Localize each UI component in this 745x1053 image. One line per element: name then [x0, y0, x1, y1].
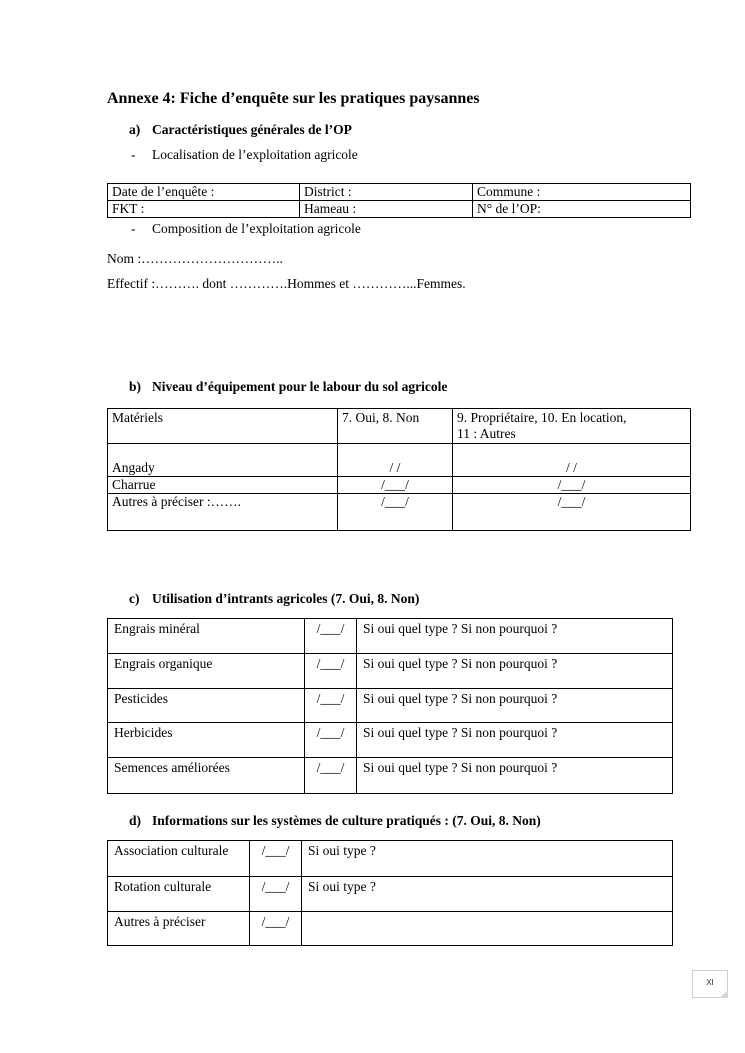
section-a-prefix: a) — [129, 122, 141, 137]
numero-op-cell[interactable]: N° de l’OP: — [473, 201, 691, 218]
bullet-dash: - — [131, 221, 136, 236]
table-row — [108, 444, 691, 477]
header-oui-non: 7. Oui, 8. Non — [338, 409, 453, 444]
header-statut-line1: 9. Propriétaire, 10. En location, — [457, 410, 627, 425]
statut-box[interactable]: / / — [453, 444, 691, 477]
oui-non-box[interactable]: /___/ — [305, 619, 357, 654]
question-cell[interactable]: Si oui quel type ? Si non pourquoi ? — [357, 723, 673, 758]
table-row — [108, 619, 673, 654]
oui-non-box[interactable]: /___/ — [250, 841, 302, 877]
intrant-label: Herbicides — [108, 723, 305, 758]
table-row — [108, 841, 673, 877]
table-row — [108, 477, 691, 494]
oui-non-box[interactable]: /___/ — [338, 477, 453, 494]
systeme-label: Autres à préciser — [108, 912, 250, 946]
question-cell[interactable]: Si oui type ? — [302, 877, 673, 912]
hameau-cell[interactable]: Hameau : — [300, 201, 473, 218]
equipement-table — [107, 408, 691, 531]
district-cell[interactable]: District : — [300, 184, 473, 201]
statut-box[interactable]: /___/ — [453, 494, 691, 531]
effectif-field[interactable]: Effectif :………. dont ………….Hommes et …………...Femmes. — [107, 276, 466, 291]
section-b-heading: Niveau d’équipement pour le labour du sol agricole — [152, 379, 448, 394]
intrant-label: Semences améliorées — [108, 758, 305, 794]
oui-non-box[interactable]: /___/ — [338, 494, 453, 531]
bullet-dash: - — [131, 147, 136, 162]
page-title: Annexe 4: Fiche d’enquête sur les pratiques paysannes — [107, 90, 480, 107]
section-a-item-composition: Composition de l’exploitation agricole — [152, 221, 361, 236]
oui-non-box[interactable]: / / — [338, 444, 453, 477]
materiel-label: Autres à préciser :……. — [108, 494, 338, 531]
section-a-heading: Caractéristiques générales de l’OP — [152, 122, 352, 137]
localisation-table — [107, 183, 691, 218]
oui-non-box[interactable]: /___/ — [305, 689, 357, 723]
table-row — [108, 758, 673, 794]
oui-non-box[interactable]: /___/ — [305, 723, 357, 758]
oui-non-box[interactable]: /___/ — [250, 877, 302, 912]
question-cell[interactable]: Si oui quel type ? Si non pourquoi ? — [357, 689, 673, 723]
intrant-label: Pesticides — [108, 689, 305, 723]
fkt-cell[interactable]: FKT : — [108, 201, 300, 218]
header-statut-line2: 11 : Autres — [457, 426, 516, 441]
oui-non-box[interactable]: /___/ — [305, 654, 357, 689]
oui-non-box[interactable]: /___/ — [305, 758, 357, 794]
systeme-label: Association culturale — [108, 841, 250, 877]
intrant-label: Engrais organique — [108, 654, 305, 689]
header-materiels: Matériels — [108, 409, 338, 444]
table-row — [108, 654, 673, 689]
section-c-prefix: c) — [129, 591, 140, 606]
table-row — [108, 689, 673, 723]
statut-box[interactable]: /___/ — [453, 477, 691, 494]
materiel-label: Charrue — [108, 477, 338, 494]
question-cell[interactable]: Si oui quel type ? Si non pourquoi ? — [357, 619, 673, 654]
question-cell[interactable] — [302, 912, 673, 946]
section-d-heading: Informations sur les systèmes de culture pratiqués : (7. Oui, 8. Non) — [152, 813, 541, 828]
nom-field[interactable]: Nom :………………………….. — [107, 251, 283, 266]
commune-cell[interactable]: Commune : — [473, 184, 691, 201]
systeme-label: Rotation culturale — [108, 877, 250, 912]
question-cell[interactable]: Si oui quel type ? Si non pourquoi ? — [357, 654, 673, 689]
systemes-culture-table — [107, 840, 673, 946]
section-c-heading: Utilisation d’intrants agricoles (7. Oui, 8. Non) — [152, 591, 420, 606]
table-row — [108, 877, 673, 912]
question-cell[interactable]: Si oui quel type ? Si non pourquoi ? — [357, 758, 673, 794]
table-row — [108, 494, 691, 531]
table-row — [108, 912, 673, 946]
section-b-prefix: b) — [129, 379, 142, 394]
table-row — [108, 723, 673, 758]
section-a-item-localisation: Localisation de l’exploitation agricole — [152, 147, 358, 162]
header-statut — [453, 409, 691, 444]
section-d-prefix: d) — [129, 813, 142, 828]
date-enquete-cell[interactable]: Date de l’enquête : — [108, 184, 300, 201]
page-number: XI — [692, 970, 728, 998]
intrants-table — [107, 618, 673, 794]
intrant-label: Engrais minéral — [108, 619, 305, 654]
question-cell[interactable]: Si oui type ? — [302, 841, 673, 877]
materiel-label: Angady — [108, 444, 338, 477]
oui-non-box[interactable]: /___/ — [250, 912, 302, 946]
